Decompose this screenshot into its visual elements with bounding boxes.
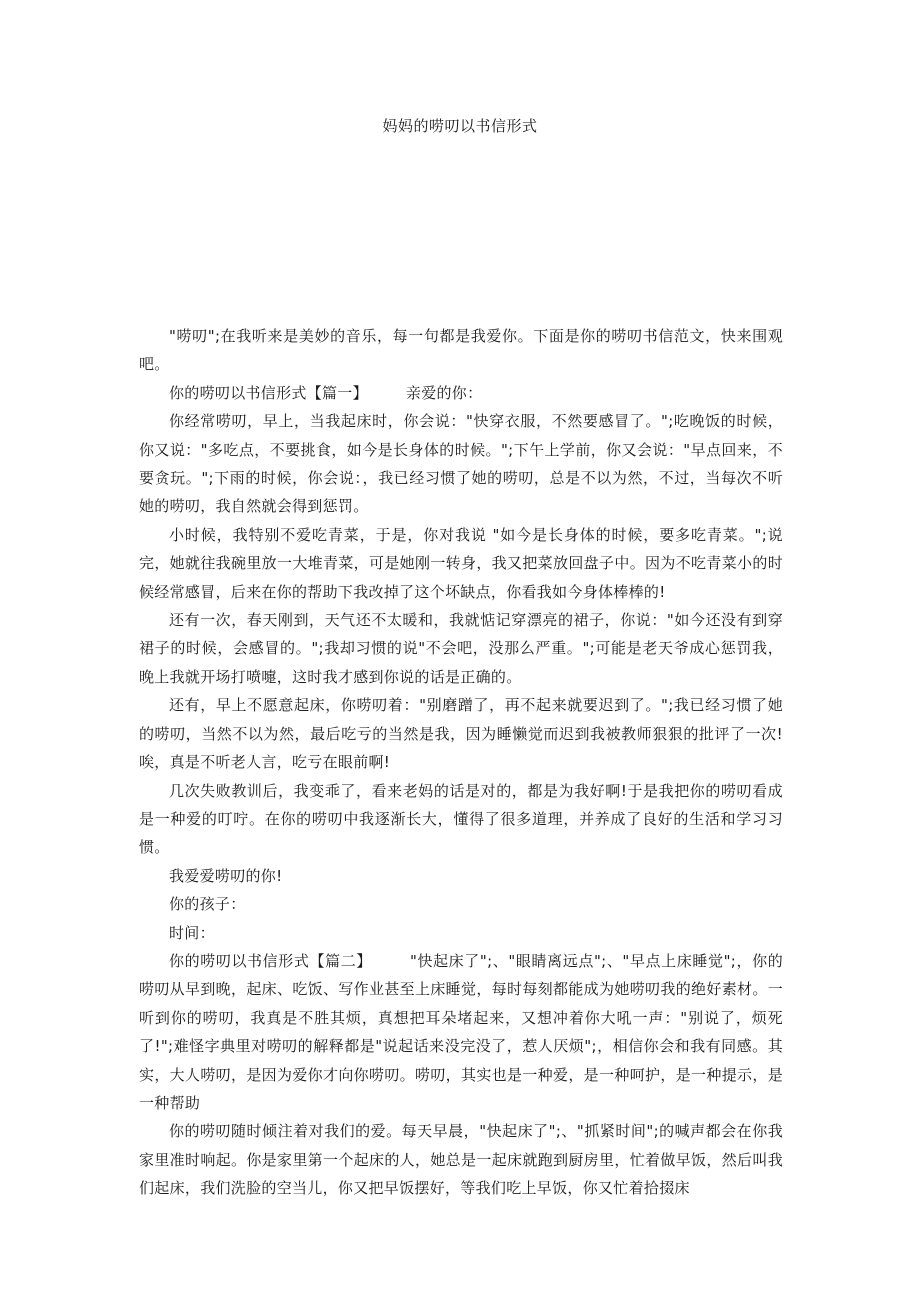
section2-paragraph: 你的唠叨随时倾注着对我们的爱。每天早晨，"快起床了";、"抓紧时间";的喊声都会在你我家里准时响起。你是家里第一个起床的人，她总是一起床就跑到厨房里，忙着做早饭，然后叫我们起床，我们洗脸的空当儿，你又把早饭摆好，等我们吃上早饭，你又忙着拾掇床 [139,1122,783,1198]
document-body [139,322,783,1203]
intro-paragraph: "唠叨";在我听来是美妙的音乐，每一句都是我爱你。下面是你的唠叨书信范文，快来围观吧。 [139,327,783,374]
document-title: 妈妈的唠叨以书信形式 [382,117,538,135]
section1-paragraph: 你经常唠叨，早上，当我起床时，你会说："快穿衣服，不然要感冒了。";吃晚饭的时候，你又说："多吃点，不要挑食，如今是长身体的时候。";下午上学前，你又会说："早点回来，不要贪玩。";下雨的时候，你会说：，我已经习惯了她的唠叨，总是不以为然，不过，当每次不听她的唠叨，我自然就会得到惩罚。 [139,412,783,516]
section1-heading: 你的唠叨以书信形式【篇一】 [169,383,368,402]
section1-paragraph: 还有，早上不愿意起床，你唠叨着："别磨蹭了，再不起来就要迟到了。";我已经习惯了她的唠叨，当然不以为然，最后吃亏的当然是我，因为睡懒觉而迟到我被教师狠狠的批评了一次!唉，真是不听老人言，吃亏在眼前啊! [139,696,783,772]
section1-paragraph: 几次失败教训后，我变乖了，看来老妈的话是对的，都是为我好啊!于是我把你的唠叨看成是一种爱的叮咛。在你的唠叨中我逐渐长大，懂得了很多道理，并养成了良好的生活和学习习惯。 [139,781,783,857]
section1-paragraph: 小时候，我特别不爱吃青菜，于是，你对我说 "如今是长身体的时候，要多吃青菜。";说完，她就往我碗里放一大堆青菜，可是她刚一转身，我又把菜放回盘子中。因为不吃青菜小的时候经常感冒，后来在你的帮助下我改掉了这个坏缺点，你看我如今身体棒棒的! [139,525,783,601]
section2-first-paragraph [139,947,783,1117]
section1-heading-line [139,379,783,407]
date-line: 时间： [169,923,215,942]
section2-paragraph-text: "快起床了";、"眼睛离远点";、"早点上床睡觉";，你的唠叨从早到晚，起床、吃饭、写作业甚至上床睡觉，每时每刻都能成为她唠叨我的绝好素材。一听到你的唠叨，我真是不胜其烦，真想把耳朵堵起来，又想冲着你大吼一声："别说了，烦死了!";难怪字典里对唠叨的解释都是"说起话来没完没了，惹人厌烦";，相信你会和我有同感。其实，大人唠叨，是因为爱你才向你唠叨。唠叨，其实也是一种爱，是一种呵护，是一种提示，是一种帮助 [139,951,783,1112]
section1-greeting: 亲爱的你： [405,383,483,402]
section2-heading: 你的唠叨以书信形式【篇二】 [169,951,372,970]
closing-line: 我爱爱唠叨的你! [169,866,283,885]
section1-paragraph: 还有一次，春天刚到，天气还不太暖和，我就惦记穿漂亮的裙子，你说："如今还没有到穿裙子的时候，会感冒的。";我却习惯的说"不会吧，没那么严重。";可能是老天爷成心惩罚我，晚上我就开场打喷嚏，这时我才感到你说的话是正确的。 [139,611,783,686]
signature-line: 你的孩子： [169,895,246,914]
